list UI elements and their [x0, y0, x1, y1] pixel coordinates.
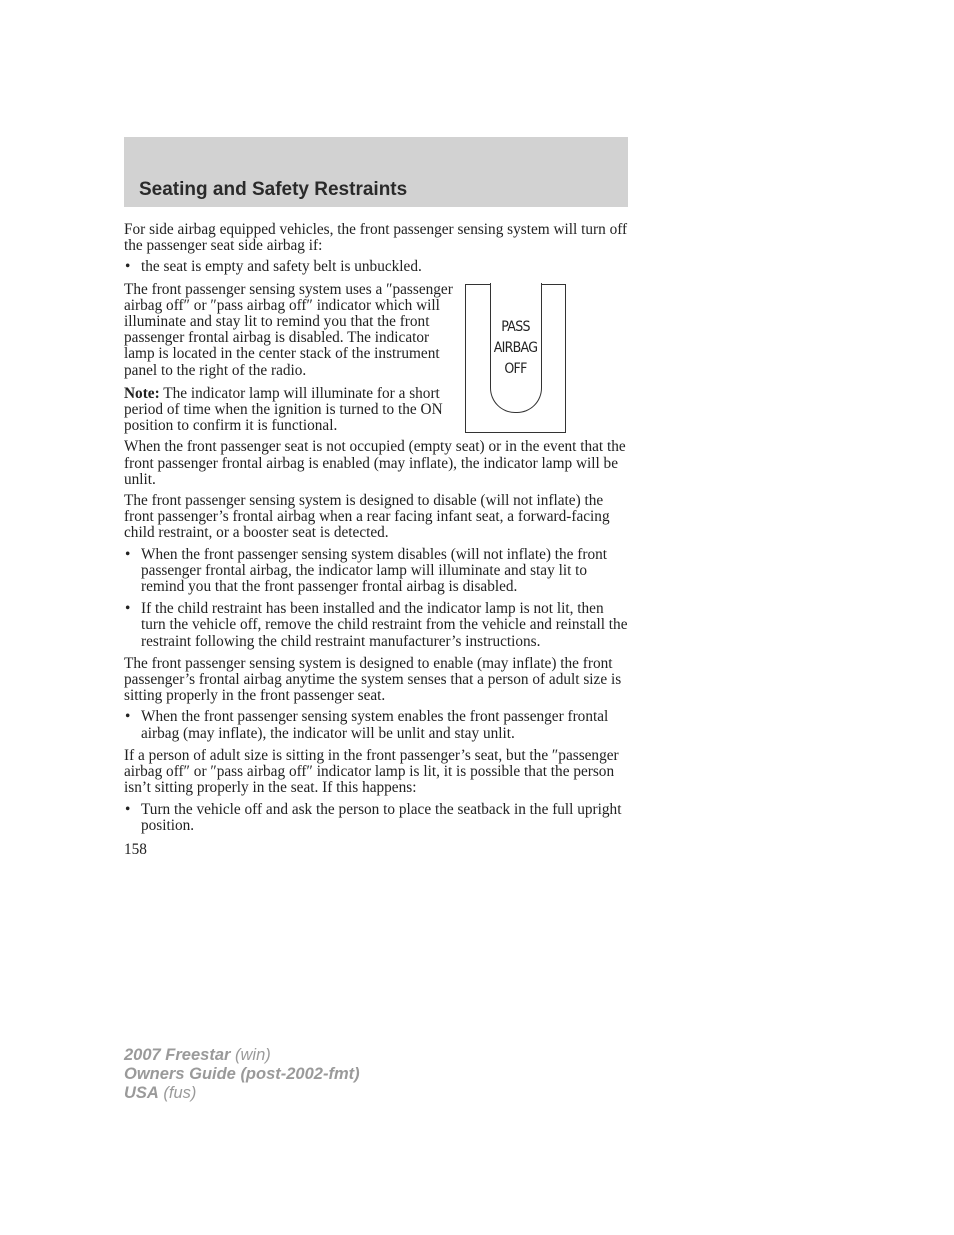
footer-model-code: (win) [230, 1046, 271, 1064]
footer-market-code: (fus) [158, 1084, 197, 1102]
bullet-text: Turn the vehicle off and ask the person to place the seatback in the full upright position. [141, 800, 622, 834]
footer-line-3 [124, 1084, 360, 1103]
bullet-item [124, 709, 630, 741]
indicator-line-airbag: AIRBAG [493, 339, 538, 356]
paragraph: For side airbag equipped vehicles, the front passenger sensing system will turn off the passenger seat side airbag if: [124, 221, 628, 255]
footer-line-2 [124, 1065, 360, 1084]
bullet-text: If the child restraint has been installed and the indicator lamp is not lit, then turn the vehicle off, remove the child restraint from the vehicle and reinstall the restraint following the child restraint manufacturer’s instructions. [141, 600, 628, 650]
bullet-dot: • [125, 800, 131, 818]
footer-market: USA [124, 1084, 159, 1102]
footer-line-1 [124, 1046, 360, 1065]
page-content [124, 222, 630, 858]
bullet-item [124, 259, 630, 275]
paragraph: The front passenger sensing system is designed to enable (may inflate) the front passenger’s frontal airbag anytime the system senses that a person of adult size is sitting properly in the front passenger seat. [124, 654, 622, 705]
footer-guide: Owners Guide (post-2002-fmt) [124, 1065, 360, 1083]
bullet-item [124, 802, 630, 834]
bullet-dot: • [125, 600, 131, 618]
paragraph: The front passenger sensing system uses a ″passenger airbag off″ or ″pass airbag off″ indicator which will illuminate and stay lit to remind you that the front passenger frontal airbag is disabled. The indicator lamp is located in the center stack of the instrument panel to the right of the radio. [124, 280, 453, 379]
bullet-dot: • [125, 258, 131, 276]
note-text: The indicator lamp will illuminate for a short period of time when the ignition is turned to the ON position to confirm it is functional. [124, 384, 443, 435]
paragraph: If a person of adult size is sitting in the front passenger’s seat, but the ″passenger airbag off″ or ″pass airbag off″ indicator lamp is lit, it is possible that the person isn’t sitting properly in the seat. If this happens: [124, 746, 619, 797]
paragraph: When the front passenger seat is not occupied (empty seat) or in the event that the front passenger frontal airbag is enabled (may inflate), the indicator lamp will be unlit. [124, 438, 626, 488]
page-number: 158 [124, 840, 147, 858]
section-header-bar [124, 137, 628, 207]
bullet-text: When the front passenger sensing system enables the front passenger frontal airbag (may inflate), the indicator will be unlit and stay unlit. [141, 708, 609, 742]
section-title: Seating and Safety Restraints [139, 179, 408, 200]
indicator-line-off: OFF [504, 360, 527, 377]
indicator-lamp-label [471, 317, 560, 380]
note-label: Note: [124, 384, 160, 402]
bullet-item [124, 547, 630, 596]
bullet-dot: • [125, 545, 131, 563]
indicator-line-pass: PASS [501, 318, 530, 335]
footer-model: 2007 Freestar [124, 1046, 231, 1064]
pass-airbag-off-indicator-figure [465, 284, 566, 433]
bullet-dot: • [125, 708, 131, 726]
bullet-text: When the front passenger sensing system disables (will not inflate) the front passenger frontal airbag, the indicator lamp will illuminate and stay lit to remind you that the front passenger frontal airbag is disabled. [141, 545, 608, 596]
paragraph: The front passenger sensing system is designed to disable (will not inflate) the front passenger’s frontal airbag when a rear facing infant seat, a forward-facing child restraint, or a booster seat is detected. [124, 492, 610, 542]
bullet-text: the seat is empty and safety belt is unbuckled. [141, 258, 422, 276]
document-footer [124, 1046, 360, 1103]
bullet-item [124, 601, 630, 650]
